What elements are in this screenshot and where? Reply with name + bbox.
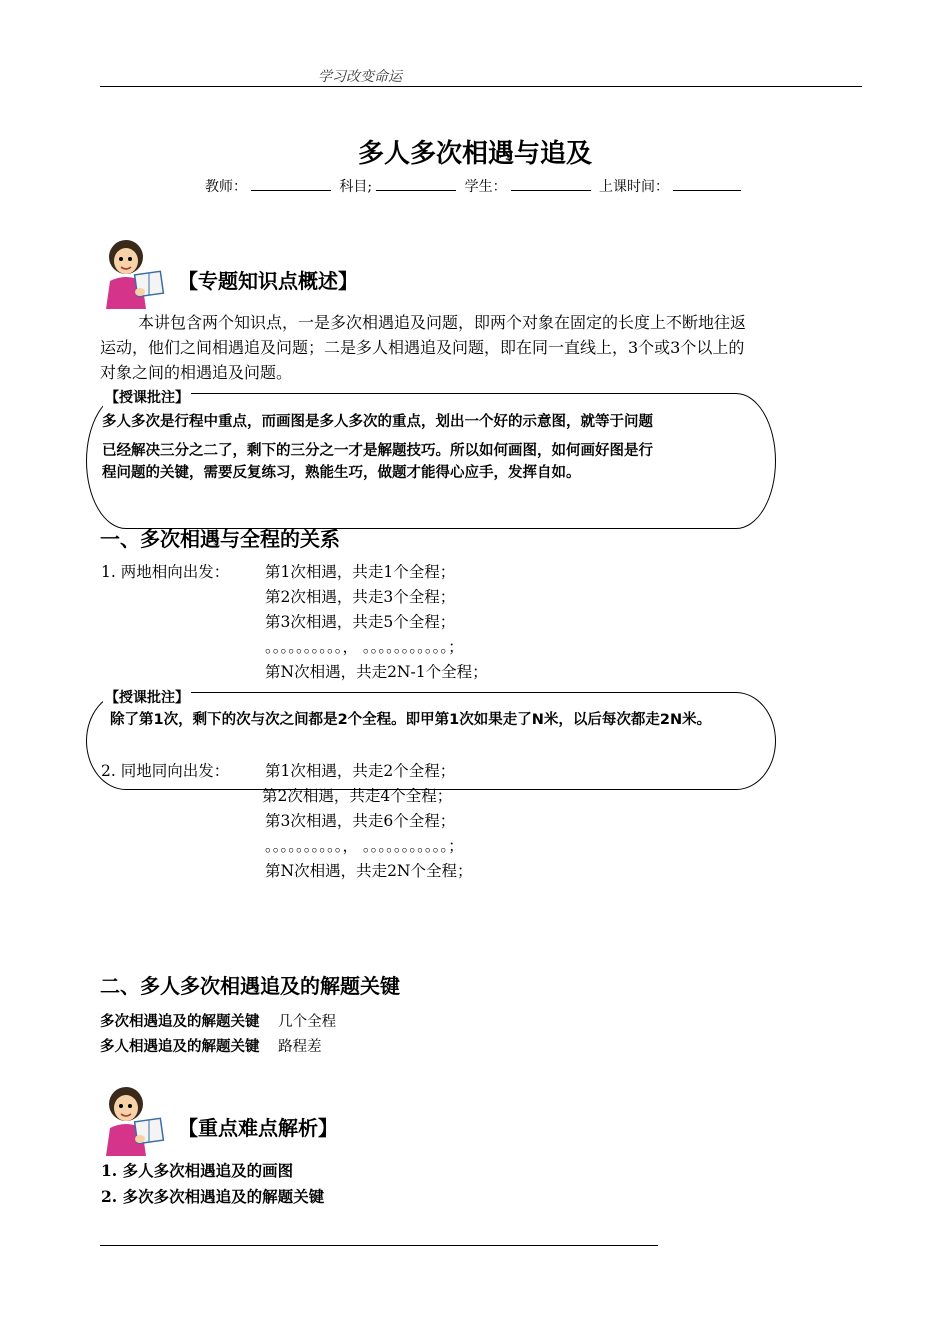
keypoints-heading: 【重点难点解析】 <box>178 1116 338 1140</box>
item2-line-5: 第N次相遇，共走2N个全程； <box>265 862 473 880</box>
key-row-1-value: 几个全程 <box>278 1014 337 1030</box>
subject-blank[interactable] <box>376 178 456 191</box>
overview-line-1: 本讲包含两个知识点，一是多次相遇追及问题，即两个对象在固定的长度上不断地往返 <box>138 313 747 332</box>
overview-line-2: 运动，他们之间相遇追及问题；二是多人相遇追及问题，即在同一直线上，3个或3个以上的 <box>100 338 745 357</box>
item2-line-4: 。。。。。。。。。。， 。。。。。。。。。。。； <box>265 837 464 855</box>
header-rule <box>100 86 862 87</box>
teaching-note-line-2: 已经解决三分之二了，剩下的三分之一才是解题技巧。所以如何画图，如何画好图是行 <box>102 443 653 459</box>
teaching-note-tag: 【授课批注】 <box>103 387 191 407</box>
item1-line-3: 第3次相遇，共走5个全程； <box>265 613 456 631</box>
section2-heading: 二、多人多次相遇追及的解题关键 <box>100 974 400 998</box>
key-row-2-label: 多人相遇追及的解题关键 <box>100 1039 260 1055</box>
teacher-label: 教师： <box>204 179 247 195</box>
student-label: 学生： <box>464 179 507 195</box>
key-row-2-value: 路程差 <box>278 1039 322 1055</box>
item2-line-1: 第1次相遇，共走2个全程； <box>265 762 456 780</box>
key-row-2 <box>100 1035 322 1056</box>
student-reading-icon-2 <box>96 1084 166 1156</box>
time-label: 上课时间： <box>599 179 670 195</box>
teaching-note2-tag: 【授课批注】 <box>103 687 191 707</box>
time-blank[interactable] <box>673 178 741 191</box>
keypoint-2: 2. 多次多次相遇追及的解题关键 <box>101 1187 325 1206</box>
key-row-1 <box>100 1010 336 1031</box>
keypoint-1: 1. 多人多次相遇追及的画图 <box>101 1161 294 1180</box>
item1-line-1: 第1次相遇，共走1个全程； <box>265 563 456 581</box>
class-info <box>0 176 950 196</box>
item2-line-3: 第3次相遇，共走6个全程； <box>265 812 456 830</box>
teaching-note-line-1: 多人多次是行程中重点，而画图是多人多次的重点，划出一个好的示意图，就等于问题 <box>102 414 653 430</box>
item1-label: 1. 两地相向出发： <box>101 563 230 581</box>
item1-line-5: 第N次相遇，共走2N-1个全程； <box>265 663 488 681</box>
teaching-note-line-3: 程问题的关键，需要反复练习，熟能生巧，做题才能得心应手，发挥自如。 <box>102 465 581 481</box>
key-row-1-label: 多次相遇追及的解题关键 <box>100 1014 260 1030</box>
footer-rule <box>100 1245 658 1246</box>
section1-heading: 一、多次相遇与全程的关系 <box>100 527 340 551</box>
overview-line-3: 对象之间的相遇追及问题。 <box>100 363 293 382</box>
item1-line-2: 第2次相遇，共走3个全程； <box>265 588 456 606</box>
subject-label: 科目; <box>339 179 373 195</box>
teacher-blank[interactable] <box>251 178 331 191</box>
overview-heading: 【专题知识点概述】 <box>178 269 358 293</box>
item2-line-2: 第2次相遇，共走4个全程； <box>262 787 453 805</box>
page-title: 多人多次相遇与追及 <box>357 139 592 169</box>
item1-line-4: 。。。。。。。。。。， 。。。。。。。。。。。； <box>265 638 464 656</box>
teaching-note2-text: 除了第1次，剩下的次与次之间都是2个全程。即甲第1次如果走了N米，以后每次都走2N米。 <box>110 712 712 728</box>
student-blank[interactable] <box>511 178 591 191</box>
student-reading-icon <box>96 237 166 309</box>
item2-label: 2. 同地同向出发： <box>101 762 230 780</box>
header-motto: 学习改变命运 <box>318 69 402 85</box>
